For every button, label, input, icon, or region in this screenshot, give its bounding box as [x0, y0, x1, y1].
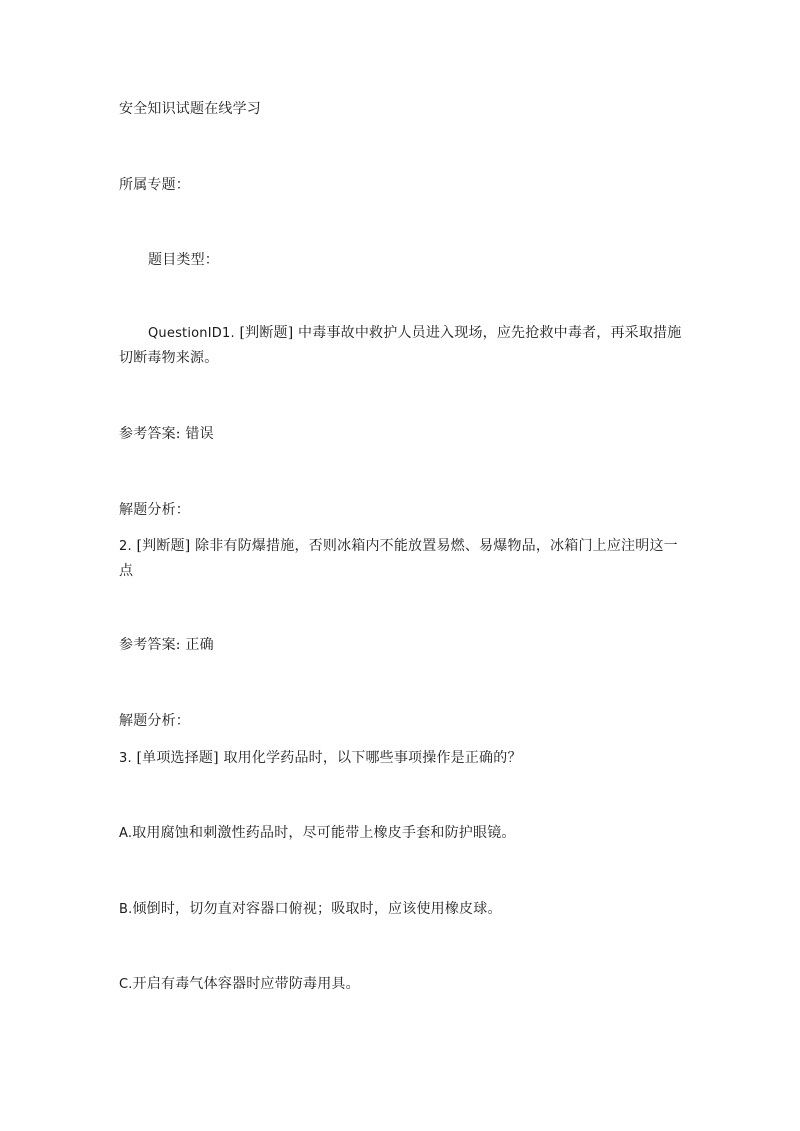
option-letter: A. [119, 826, 133, 841]
question-2-tag: [判断题] [136, 538, 191, 554]
topic-label-text: 所属专题： [119, 177, 190, 193]
question-2-number: 2. [119, 539, 132, 554]
option-b [119, 900, 502, 919]
analysis-label: 解题分析： [119, 713, 190, 729]
document-title [119, 100, 261, 118]
question-1-number: QuestionID1. [148, 326, 235, 341]
question-2-analysis [119, 712, 190, 730]
question-1-text: 中毒事故中救护人员进入现场，应先抢救中毒者，再采取措施切断毒物来源。 [119, 325, 682, 366]
question-3 [119, 749, 522, 768]
question-3-tag: [单项选择题] [136, 750, 219, 766]
question-1-tag: [判断题] [239, 325, 294, 341]
option-a [119, 824, 516, 843]
answer-value: 正确 [185, 637, 214, 653]
question-type-label [148, 251, 219, 269]
type-label-text: 题目类型： [148, 252, 219, 268]
question-2 [119, 534, 685, 583]
option-text: 开启有毒气体容器时应带防毒用具。 [132, 976, 360, 992]
title-text: 安全知识试题在线学习 [119, 101, 261, 117]
question-1-analysis [119, 501, 190, 519]
option-text: 取用腐蚀和刺激性药品时，尽可能带上橡皮手套和防护眼镜。 [132, 825, 516, 841]
option-letter: C. [119, 977, 133, 992]
question-2-text: 除非有防爆措施，否则冰箱内不能放置易燃、易爆物品，冰箱门上应注明这一点 [119, 538, 678, 579]
topic-label [119, 176, 190, 194]
option-c [119, 975, 360, 994]
question-1 [119, 321, 685, 370]
analysis-label: 解题分析： [119, 502, 190, 518]
question-3-number: 3. [119, 751, 132, 766]
answer-label: 参考答案: [119, 426, 181, 442]
option-letter: B. [119, 902, 133, 917]
question-1-answer [119, 425, 214, 443]
answer-label: 参考答案: [119, 637, 181, 653]
question-3-text: 取用化学药品时，以下哪些事项操作是正确的？ [223, 750, 522, 766]
option-text: 倾倒时，切勿直对容器口俯视；吸取时，应该使用橡皮球。 [132, 901, 502, 917]
question-2-answer [119, 636, 214, 654]
answer-value: 错误 [185, 426, 214, 442]
